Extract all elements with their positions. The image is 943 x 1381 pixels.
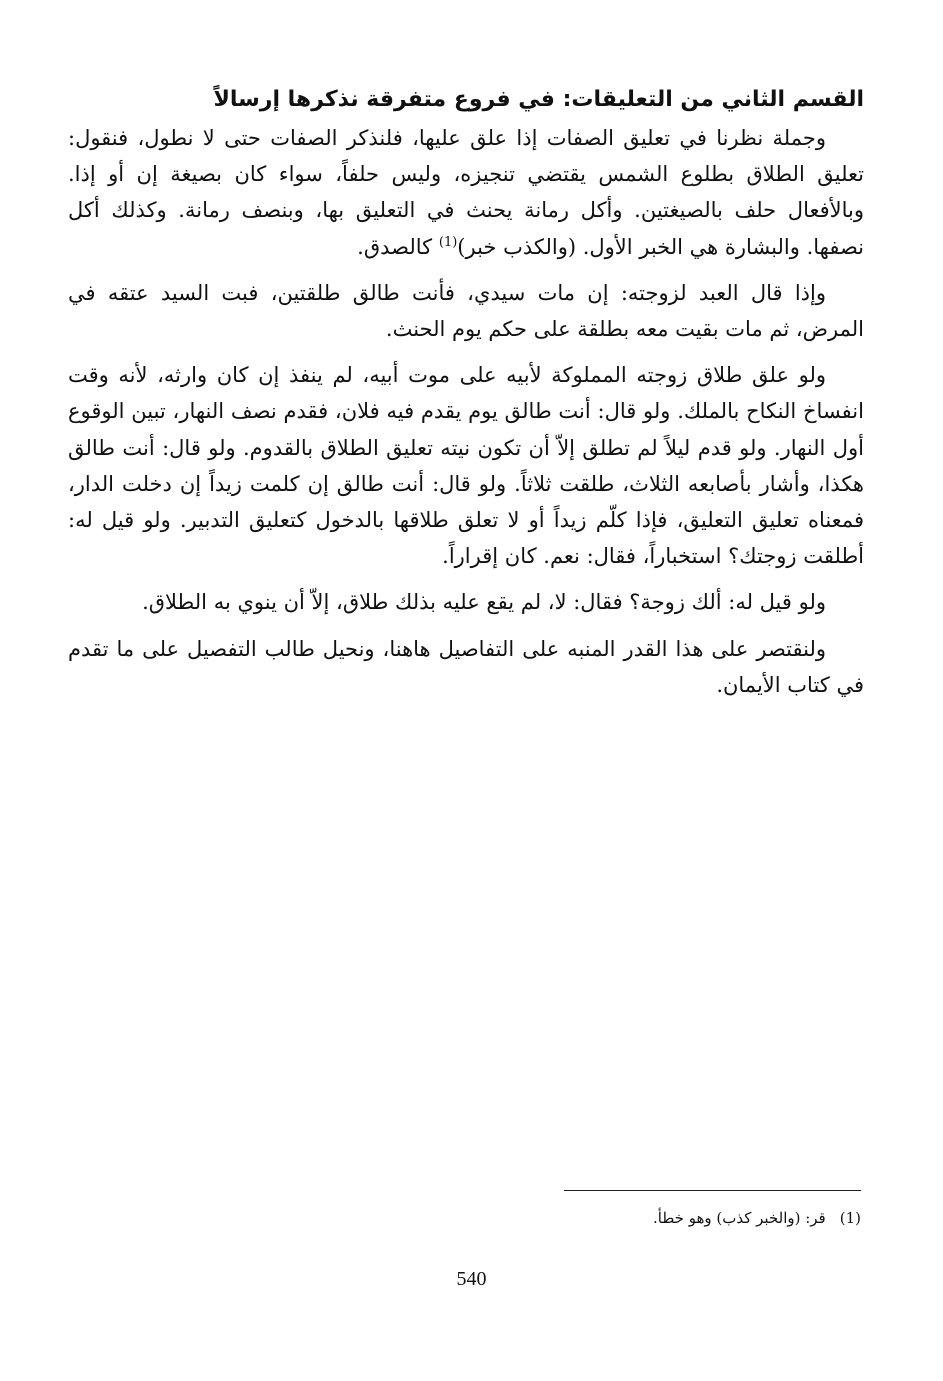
paragraph-1-tail: كالصدق. <box>357 234 439 259</box>
paragraph-4: ولو قيل له: ألك زوجة؟ فقال: لا، لم يقع عليه بذلك طلاق، إلاّ أن ينوي به الطلاق. <box>142 590 826 615</box>
paragraph-5: ولنقتصر على هذا القدر المنبه على التفاصيل هاهنا، ونحيل طالب التفصيل على ما تقدم في كتاب الأيمان. <box>68 636 864 697</box>
main-text <box>68 82 864 713</box>
paragraph-1-text: وجملة نظرنا في تعليق الصفات إذا علق عليها، فلنذكر الصفات حتى لا نطول، فنقول: تعليق الطلاق بطلوع الشمس يقتضي تنجيزه، وليس حلفاً، سواء كان بصيغة إن أو إذا. وبالأفعال حلف بالصيغتين. وأكل رمانة يحنث في التعليق بها، وبنصف رمانة. وكذلك أكل نصفها. والبشارة هي الخبر الأول. (والكذب خبر) <box>68 126 864 259</box>
paragraph-3: ولو علق طلاق زوجته المملوكة لأبيه على موت أبيه، لم ينفذ إن كان وارثه، لأنه وقت انفساخ النكاح بالملك. ولو قال: أنت طالق يوم يقدم فيه فلان، فقدم نصف النهار، تبين الوقوع أول النهار. ولو قدم ليلاً لم تطلق إلاّ أن تكون نيته تعليق الطلاق بالقدوم. ولو قال: أنت طالق هكذا، وأشار بأصابعه الثلاث، طلقت ثلاثاً. ولو قال: أنت طالق إن كلمت زيداً إن دخلت الدار، فمعناه تعليق التعليق، فإذا كلّم زيداً أو لا تعلق طلاقها بالدخول كتعليق التدبير. ولو قيل له: أطلقت زوجتك؟ استخباراً، فقال: نعم. كان إقراراً. <box>68 363 864 569</box>
section-heading: القسم الثاني من التعليقات: في فروع متفرقة نذكرها إرسالاً <box>213 87 864 112</box>
footnote-divider <box>564 1190 861 1191</box>
footnote <box>361 1206 861 1230</box>
footnote-text: قر: (والخبر كذب) وهو خطأ. <box>653 1209 826 1227</box>
paragraph-2: وإذا قال العبد لزوجته: إن مات سيدي، فأنت طالق طلقتين، فبت السيد عتقه في المرض، ثم مات بقيت معه بطلقة على حكم يوم الحنث. <box>68 280 864 342</box>
footnote-number: (1) <box>839 1209 861 1227</box>
page-number: 540 <box>456 1268 487 1290</box>
paragraph-1 <box>68 120 864 265</box>
footnote-reference[interactable]: (1) <box>438 234 458 250</box>
